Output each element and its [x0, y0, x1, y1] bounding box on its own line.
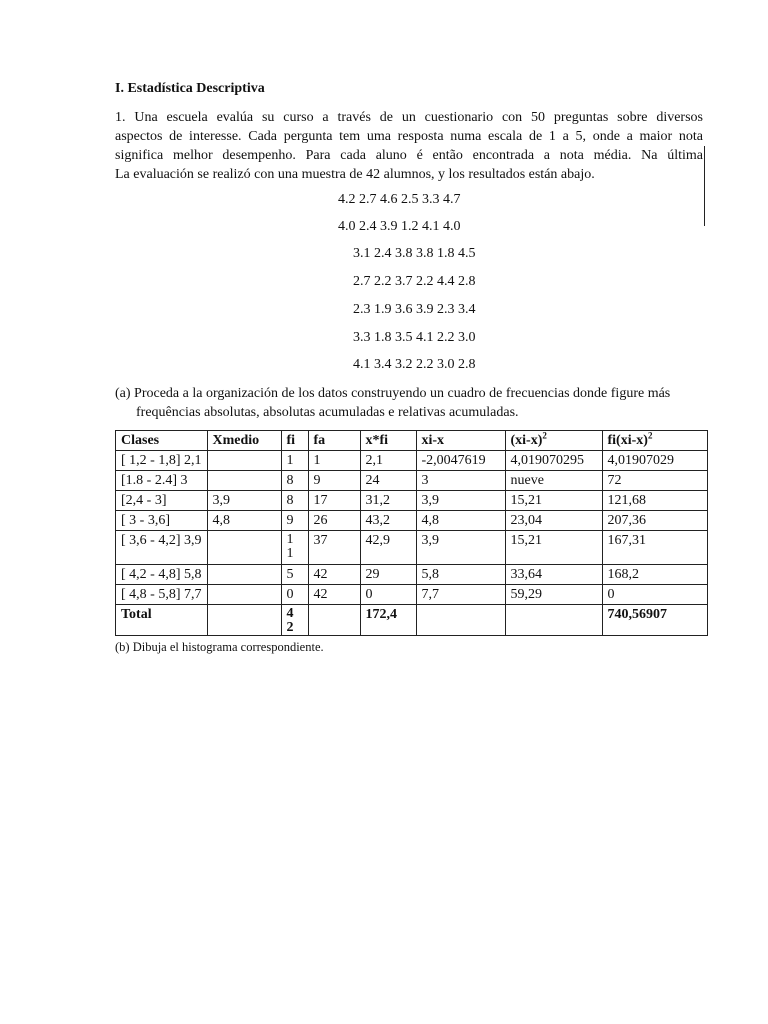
- table-cell: 3: [416, 471, 505, 491]
- table-row: [116, 565, 708, 585]
- data-row: 3.1 2.4 3.8 3.8 1.8 4.5: [353, 246, 476, 261]
- table-cell: 1: [308, 451, 360, 471]
- table-cell: 740,56907: [602, 605, 707, 636]
- table-cell: 26: [308, 511, 360, 531]
- table-cell: nueve: [505, 471, 602, 491]
- table-cell: [ 4,2 - 4,8] 5,8: [116, 565, 208, 585]
- table-cell: 3,9: [416, 491, 505, 511]
- table-cell: 1: [281, 451, 308, 471]
- header-cell: Clases: [116, 431, 208, 451]
- table-cell: [207, 565, 281, 585]
- table-cell: 0: [360, 585, 416, 605]
- table-cell: [207, 585, 281, 605]
- data-row: 4.2 2.7 4.6 2.5 3.3 4.7: [338, 192, 461, 207]
- frequency-table: [115, 430, 708, 636]
- table-cell: [207, 605, 281, 636]
- table-cell: 3,9: [207, 491, 281, 511]
- header-cell: fa: [308, 431, 360, 451]
- intro-paragraph: [115, 108, 703, 184]
- header-cell: $(xi-x)^2$: [505, 431, 602, 451]
- table-cell: 8: [281, 491, 308, 511]
- question-b: (b) Dibuja el histograma correspondiente.: [115, 640, 324, 654]
- table-cell: [505, 605, 602, 636]
- intro-line: 1. Una escuela evalúa su curso a través de un cuestionario con 50 preguntas sobre diversos: [115, 110, 703, 125]
- table-cell: 42: [308, 585, 360, 605]
- table-cell: 4,01907029: [602, 451, 707, 471]
- data-row: 2.3 1.9 3.6 3.9 2.3 3.4: [353, 302, 476, 317]
- header-cell: $fi(xi-x)^2$: [602, 431, 707, 451]
- table-cell: 4,019070295: [505, 451, 602, 471]
- table-row: [116, 491, 708, 511]
- table-header-row: [116, 431, 708, 451]
- table-row: [116, 531, 708, 565]
- table-row: [116, 511, 708, 531]
- table-cell: 37: [308, 531, 360, 565]
- header-cell: xi-x: [416, 431, 505, 451]
- table-total-row: [116, 605, 708, 636]
- table-cell: 0: [602, 585, 707, 605]
- table-cell: 167,31: [602, 531, 707, 565]
- table-cell: 0: [281, 585, 308, 605]
- question-a-line: (a) Proceda a la organización de los datos construyendo un cuadro de frecuencias donde figure más: [115, 386, 671, 401]
- table-cell: 3,9: [416, 531, 505, 565]
- section-heading: I. Estadística Descriptiva: [115, 81, 265, 96]
- table-cell: 59,29: [505, 585, 602, 605]
- table-cell: [308, 605, 360, 636]
- table-cell: 23,04: [505, 511, 602, 531]
- table-cell: 24: [360, 471, 416, 491]
- table-cell: 9: [281, 511, 308, 531]
- table-cell: [ 3 - 3,6]: [116, 511, 208, 531]
- table-cell: 121,68: [602, 491, 707, 511]
- table-cell: 5,8: [416, 565, 505, 585]
- table-cell: 172,4: [360, 605, 416, 636]
- table-cell: 72: [602, 471, 707, 491]
- table-cell: [2,4 - 3]: [116, 491, 208, 511]
- table-cell: [ 3,6 - 4,2] 3,9: [116, 531, 208, 565]
- wrapped-value: 11: [286, 532, 294, 561]
- table-cell: 7,7: [416, 585, 505, 605]
- table-cell: 31,2: [360, 491, 416, 511]
- table-cell: [207, 451, 281, 471]
- table-cell: 207,36: [602, 511, 707, 531]
- table-cell: [207, 531, 281, 565]
- table-cell: [1.8 - 2.4] 3: [116, 471, 208, 491]
- question-a: [115, 384, 670, 422]
- data-row: 4.0 2.4 3.9 1.2 4.1 4.0: [338, 219, 461, 234]
- data-row: 3.3 1.8 3.5 4.1 2.2 3.0: [353, 330, 476, 345]
- table-cell: 4,8: [416, 511, 505, 531]
- table-row: [116, 451, 708, 471]
- header-cell: Xmedio: [207, 431, 281, 451]
- table-cell: 17: [308, 491, 360, 511]
- wrapped-value: 42: [286, 606, 294, 635]
- header-cell: x*fi: [360, 431, 416, 451]
- total-label: Total: [116, 605, 208, 636]
- table-cell: 15,21: [505, 491, 602, 511]
- table-row: [116, 585, 708, 605]
- intro-line: aspectos de interesse. Cada pergunta tem uma resposta numa escala de 1 a 5, onde a maior nota: [115, 129, 703, 144]
- table-cell: 29: [360, 565, 416, 585]
- intro-line: significa melhor desempenho. Para cada aluno é então encontrada a nota média. Na última: [115, 148, 703, 163]
- header-cell: fi: [281, 431, 308, 451]
- table-cell: [207, 471, 281, 491]
- table-cell: 15,21: [505, 531, 602, 565]
- table-cell: 4,8: [207, 511, 281, 531]
- intro-line: La evaluación se realizó con una muestra de 42 alumnos, y los resultados están abajo.: [115, 167, 595, 182]
- data-row: 4.1 3.4 3.2 2.2 3.0 2.8: [353, 357, 476, 372]
- table-cell: [281, 605, 308, 636]
- superscript: 2: [542, 430, 547, 441]
- table-cell: 42,9: [360, 531, 416, 565]
- table-cell: [ 4,8 - 5,8] 7,7: [116, 585, 208, 605]
- table-cell: [281, 531, 308, 565]
- table-cell: 42: [308, 565, 360, 585]
- table-cell: 168,2: [602, 565, 707, 585]
- margin-rule: [704, 146, 705, 226]
- table-cell: 9: [308, 471, 360, 491]
- table-cell: -2,0047619: [416, 451, 505, 471]
- table-cell: 2,1: [360, 451, 416, 471]
- superscript: 2: [647, 430, 653, 441]
- question-a-line: frequências absolutas, absolutas acumuladas e relativas acumuladas.: [136, 405, 519, 420]
- table-cell: 43,2: [360, 511, 416, 531]
- table-cell: 8: [281, 471, 308, 491]
- table-cell: [ 1,2 - 1,8] 2,1: [116, 451, 208, 471]
- table-cell: 5: [281, 565, 308, 585]
- table-cell: 33,64: [505, 565, 602, 585]
- table-row: [116, 471, 708, 491]
- data-row: 2.7 2.2 3.7 2.2 4.4 2.8: [353, 274, 476, 289]
- table-cell: [416, 605, 505, 636]
